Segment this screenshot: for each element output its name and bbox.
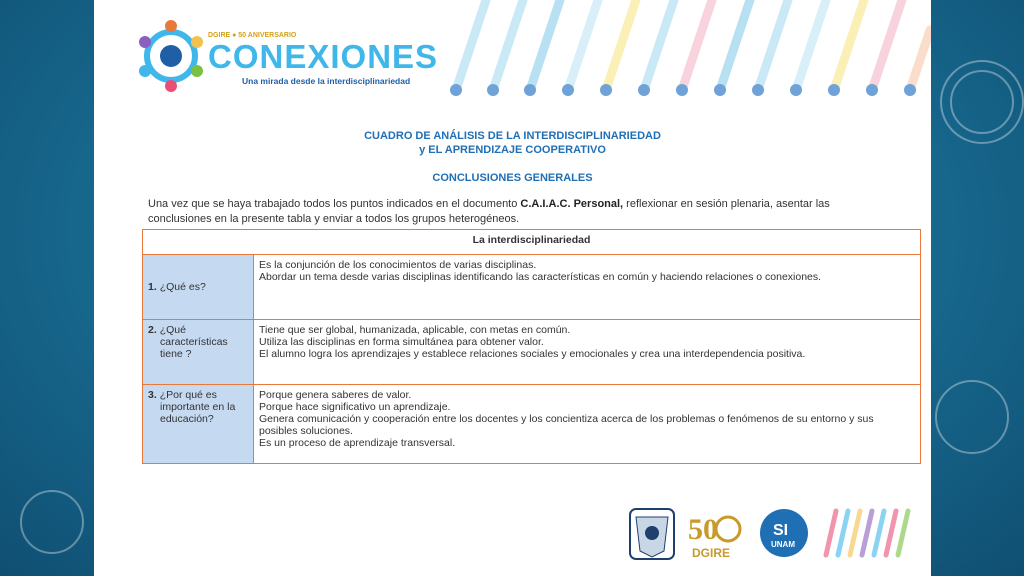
decorative-ring <box>950 70 1014 134</box>
brand-subtitle: Una mirada desde la interdisciplinariedad <box>242 76 411 86</box>
answer-line: Genera comunicación y cooperación entre los docentes y los concientiza acerca de los problemas o fenómenos de su entorno y sus posibles soluciones. <box>259 413 874 437</box>
table-header: La interdisciplinariedad <box>143 230 921 255</box>
question-text: ¿Por qué es importante en la educación? <box>159 389 236 425</box>
table-row <box>143 320 921 385</box>
decorative-ring <box>20 490 84 554</box>
intro-document-name: C.A.I.A.C. Personal, <box>520 198 624 210</box>
answer-line: El alumno logra los aprendizajes y establece relaciones sociales y emocionales y crea una interdependencia positiva. <box>259 348 806 360</box>
question-number: 1. <box>148 281 157 293</box>
intro-text: Una vez que se haya trabajado todos los puntos indicados en el documento <box>148 198 521 210</box>
answer-line: Porque genera saberes de valor. <box>259 389 412 401</box>
question-text: ¿Qué características tiene ? <box>159 324 228 360</box>
question-cell <box>143 255 254 320</box>
section-title: CONCLUSIONES GENERALES <box>432 172 593 184</box>
intro-text-end: reflexionar en sesión plenaria, asentar las conclusiones en la presente tabla y enviar a todos los grupos heterogéneos. <box>148 198 830 225</box>
answer-line: Es un proceso de aprendizaje transversal. <box>259 437 456 449</box>
brand-anniversary: DGIRE ● 50 ANIVERSARIO <box>208 32 297 39</box>
answer-cell <box>254 385 921 464</box>
decorative-stripes <box>446 0 931 100</box>
svg-text:UNAM: UNAM <box>771 540 795 549</box>
brand-name: CONEXIONES <box>208 38 439 75</box>
conexiones-logo-icon <box>134 14 208 98</box>
svg-text:SI: SI <box>773 522 789 539</box>
decorative-ring <box>935 380 1009 454</box>
answer-line: Utiliza las disciplinas en forma simultánea para obtener valor. <box>259 336 544 348</box>
analysis-table <box>142 229 921 464</box>
answer-line: Porque hace significativo un aprendizaje. <box>259 401 451 413</box>
table-row <box>143 255 921 320</box>
institution-logos-icon <box>626 503 926 563</box>
document-title-line2: y EL APRENDIZAJE COOPERATIVO <box>419 144 606 156</box>
slide-page <box>94 0 931 576</box>
answer-cell <box>254 320 921 385</box>
table-row <box>143 385 921 464</box>
footer-logos <box>626 503 926 568</box>
svg-text:DGIRE: DGIRE <box>692 546 731 560</box>
answer-line: Es la conjunción de los conocimientos de varias disciplinas. <box>259 259 537 271</box>
question-cell <box>143 385 254 464</box>
document-title: CUADRO DE ANÁLISIS DE LA INTERDISCIPLINARIEDAD <box>364 130 661 142</box>
question-number: 3. <box>148 389 157 401</box>
answer-line: Tiene que ser global, humanizada, aplicable, con metas en común. <box>259 324 571 336</box>
question-number: 2. <box>148 324 157 336</box>
svg-text:50: 50 <box>688 513 718 546</box>
question-cell <box>143 320 254 385</box>
question-text: ¿Qué es? <box>159 281 206 293</box>
answer-line: Abordar un tema desde varias disciplinas identificando las características en común y haciendo relaciones o conexiones. <box>259 271 822 283</box>
answer-cell <box>254 255 921 320</box>
intro-paragraph <box>148 197 888 227</box>
